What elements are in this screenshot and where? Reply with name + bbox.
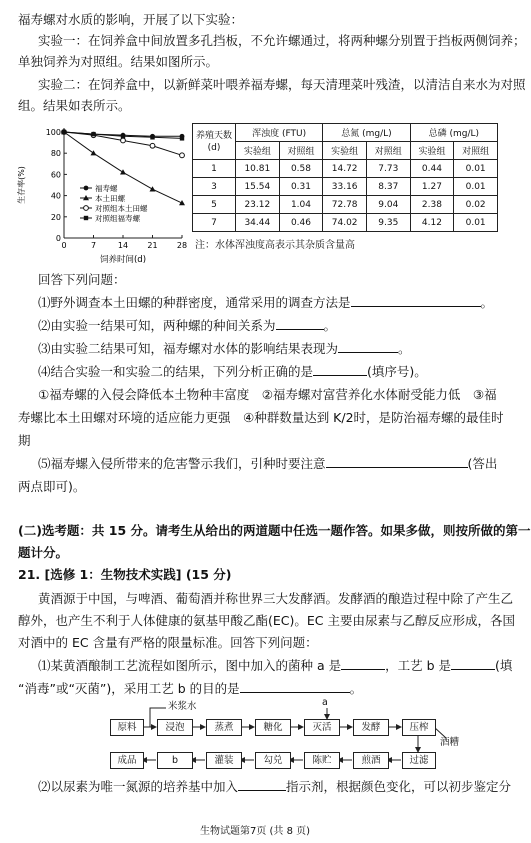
text-line: 实验二：在饲养盒中，以新鲜菜叶喂养福寿螺，每天清理菜叶残渣，以清洁自来水为对照 xyxy=(38,77,526,92)
brewing-flow-diagram xyxy=(0,697,510,770)
data-point xyxy=(150,143,155,148)
data-point xyxy=(121,134,125,138)
sub-header: 对照组 xyxy=(279,142,323,160)
water-quality-table xyxy=(192,123,498,232)
question-5: ⑸福寿螺入侵所带来的危害警示我们，引种时要注意 (答出 xyxy=(38,456,498,471)
data-point xyxy=(91,150,97,155)
x-tick-label: 7 xyxy=(90,241,97,250)
data-point xyxy=(179,200,185,205)
table-row: 3 15.54 0.31 33.16 8.37 1.27 0.01 xyxy=(193,178,498,196)
flow-step: 原料 xyxy=(110,719,144,736)
y-tick-label: 20 xyxy=(50,212,61,222)
answer-blank[interactable] xyxy=(313,364,367,376)
flow-step: 灭活 xyxy=(304,719,340,736)
sub-header: 实验组 xyxy=(410,142,454,160)
question-1: ⑴野外调查本土田螺的种群密度，通常采用的调查方法是 。 xyxy=(38,295,494,310)
header-nitrogen: 总氮 (mg/L) xyxy=(323,124,410,142)
question-2: ⑵由实验一结果可知，两种螺的种间关系为 。 xyxy=(38,318,337,333)
legend-label: 对照组本土田螺 xyxy=(95,204,148,213)
question-21-1-cont: “消毒”或“灭菌”)，采用工艺 b 的目的是 。 xyxy=(18,681,363,696)
data-point xyxy=(180,153,185,158)
answer-blank[interactable] xyxy=(326,456,468,468)
option-line: ①福寿螺的入侵会降低本土物种丰富度 ②福寿螺对富营养化水体耐受能力低 ③福 xyxy=(38,387,497,402)
rice-water-label: 米浆水 xyxy=(168,701,197,712)
strain-a-label: a xyxy=(322,697,328,708)
question-21-title: 21. [选修 1：生物技术实践] (15 分) xyxy=(18,567,232,582)
flow-step: 浸泡 xyxy=(157,719,193,736)
sub-header: 对照组 xyxy=(366,142,410,160)
flow-step: 灌装 xyxy=(206,752,242,769)
flow-step: 陈贮 xyxy=(304,752,340,769)
flow-step: 煎酒 xyxy=(353,752,389,769)
x-tick-label: 21 xyxy=(147,241,158,250)
question-21-1: ⑴某黄酒酿制工艺流程如图所示，图中加入的菌种 a 是 ，工艺 b 是 (填 xyxy=(38,658,513,673)
y-tick-label: 100 xyxy=(45,128,61,137)
legend-marker xyxy=(84,216,88,220)
flow-step: 勾兑 xyxy=(255,752,291,769)
y-axis-label: 生存率(%) xyxy=(17,166,26,204)
question-4: ⑷结合实验一和实验二的结果，下列分析正确的是 (填序号)。 xyxy=(38,364,427,379)
text-line: 组。结果如表所示。 xyxy=(18,98,131,113)
legend-marker xyxy=(84,186,89,191)
question-3: ⑶由实验二结果可知，福寿螺对水体的影响结果表现为 。 xyxy=(38,341,411,356)
survival-line-chart xyxy=(14,120,189,270)
text-line: 福寿螺对水质的影响，开展了以下实验： xyxy=(18,12,244,27)
header-phosphorus: 总磷 (mg/L) xyxy=(410,124,497,142)
data-point xyxy=(150,135,154,139)
text-line: 醇外，也产生不利于人体健康的氨基甲酸乙酯(EC)。EC 主要由尿素与乙醇反应形成，各国 xyxy=(18,613,515,628)
x-axis-label: 饲养时间(d) xyxy=(99,255,147,265)
sub-header: 实验组 xyxy=(236,142,280,160)
table-row: 5 23.12 1.04 72.78 9.04 2.38 0.02 xyxy=(193,196,498,214)
legend-label: 对照组福寿螺 xyxy=(95,214,140,223)
answer-blank[interactable] xyxy=(341,658,385,670)
y-tick-label: 40 xyxy=(50,191,61,201)
table-note: 注：水体浑浊度高表示其杂质含量高 xyxy=(195,240,355,251)
header-turbidity: 浑浊度 (FTU) xyxy=(236,124,323,142)
flow-step: 成品 xyxy=(110,752,144,769)
page-footer: 生物试题第7页 (共 8 页) xyxy=(199,826,311,837)
legend-label: 本土田螺 xyxy=(95,194,125,203)
data-point xyxy=(180,136,184,140)
data-point xyxy=(121,138,126,143)
data-point xyxy=(120,169,126,174)
answer-blank[interactable] xyxy=(238,779,286,791)
question-21-2: ⑵以尿素为唯一氮源的培养基中加入 指示剂，根据颜色变化，可以初步鉴定分 xyxy=(38,779,512,794)
x-tick-label: 0 xyxy=(61,241,67,250)
text-line: 黄酒源于中国，与啤酒、葡萄酒并称世界三大发酵酒。发酵酒的酿造过程中除了产生乙 xyxy=(38,591,514,606)
text-line: 两点即可)。 xyxy=(18,479,86,494)
flow-step: 过滤 xyxy=(402,752,436,769)
section-heading: (二)选考题：共 15 分。请考生从给出的两道题中任选一题作答。如果多做，则按所做的第一 xyxy=(18,523,531,538)
answer-blank[interactable] xyxy=(338,341,398,353)
answer-blank[interactable] xyxy=(451,658,495,670)
x-tick-label: 28 xyxy=(176,241,188,250)
option-line: 寿螺比本土田螺对环境的适应能力更强 ④种群数量达到 K/2时，是防治福寿螺的最佳时 xyxy=(18,410,504,425)
flow-step: 压榨 xyxy=(402,719,436,736)
lees-label: 酒糟 xyxy=(440,737,460,748)
text-line: 实验一：在饲养盒中间放置多孔挡板，不允许螺通过，将两种螺分别置于挡板两侧饲养； xyxy=(38,33,526,48)
legend-marker xyxy=(84,206,89,211)
y-tick-label: 0 xyxy=(55,234,61,243)
y-tick-label: 60 xyxy=(50,170,61,180)
table-row: 7 34.44 0.46 74.02 9.35 4.12 0.01 xyxy=(193,214,498,232)
answer-blank[interactable] xyxy=(240,681,350,693)
data-point xyxy=(62,130,66,134)
flow-step: 蒸煮 xyxy=(206,719,242,736)
flow-step: b xyxy=(157,752,193,769)
table-row: 1 10.81 0.58 14.72 7.73 0.44 0.01 xyxy=(193,160,498,178)
legend-label: 福寿螺 xyxy=(95,184,118,193)
text-line: 单独饲养为对照组。结果如图所示。 xyxy=(18,54,219,69)
text-line: 对酒中的 EC 含量有严格的限量标准。回答下列问题： xyxy=(18,635,318,650)
flow-step: 糖化 xyxy=(255,719,291,736)
data-point xyxy=(91,132,95,136)
header-days: 养殖天数 (d) xyxy=(193,124,236,160)
y-tick-label: 80 xyxy=(50,149,61,159)
section-heading: 题计分。 xyxy=(18,545,69,560)
answer-blank[interactable] xyxy=(276,318,324,330)
sub-header: 实验组 xyxy=(323,142,367,160)
flow-step: 发酵 xyxy=(353,719,389,736)
data-point xyxy=(150,186,156,191)
option-line: 期 xyxy=(18,433,31,448)
answer-blank[interactable] xyxy=(351,295,481,307)
x-tick-label: 14 xyxy=(117,241,129,250)
question-intro: 回答下列问题： xyxy=(38,272,126,287)
sub-header: 对照组 xyxy=(454,142,498,160)
